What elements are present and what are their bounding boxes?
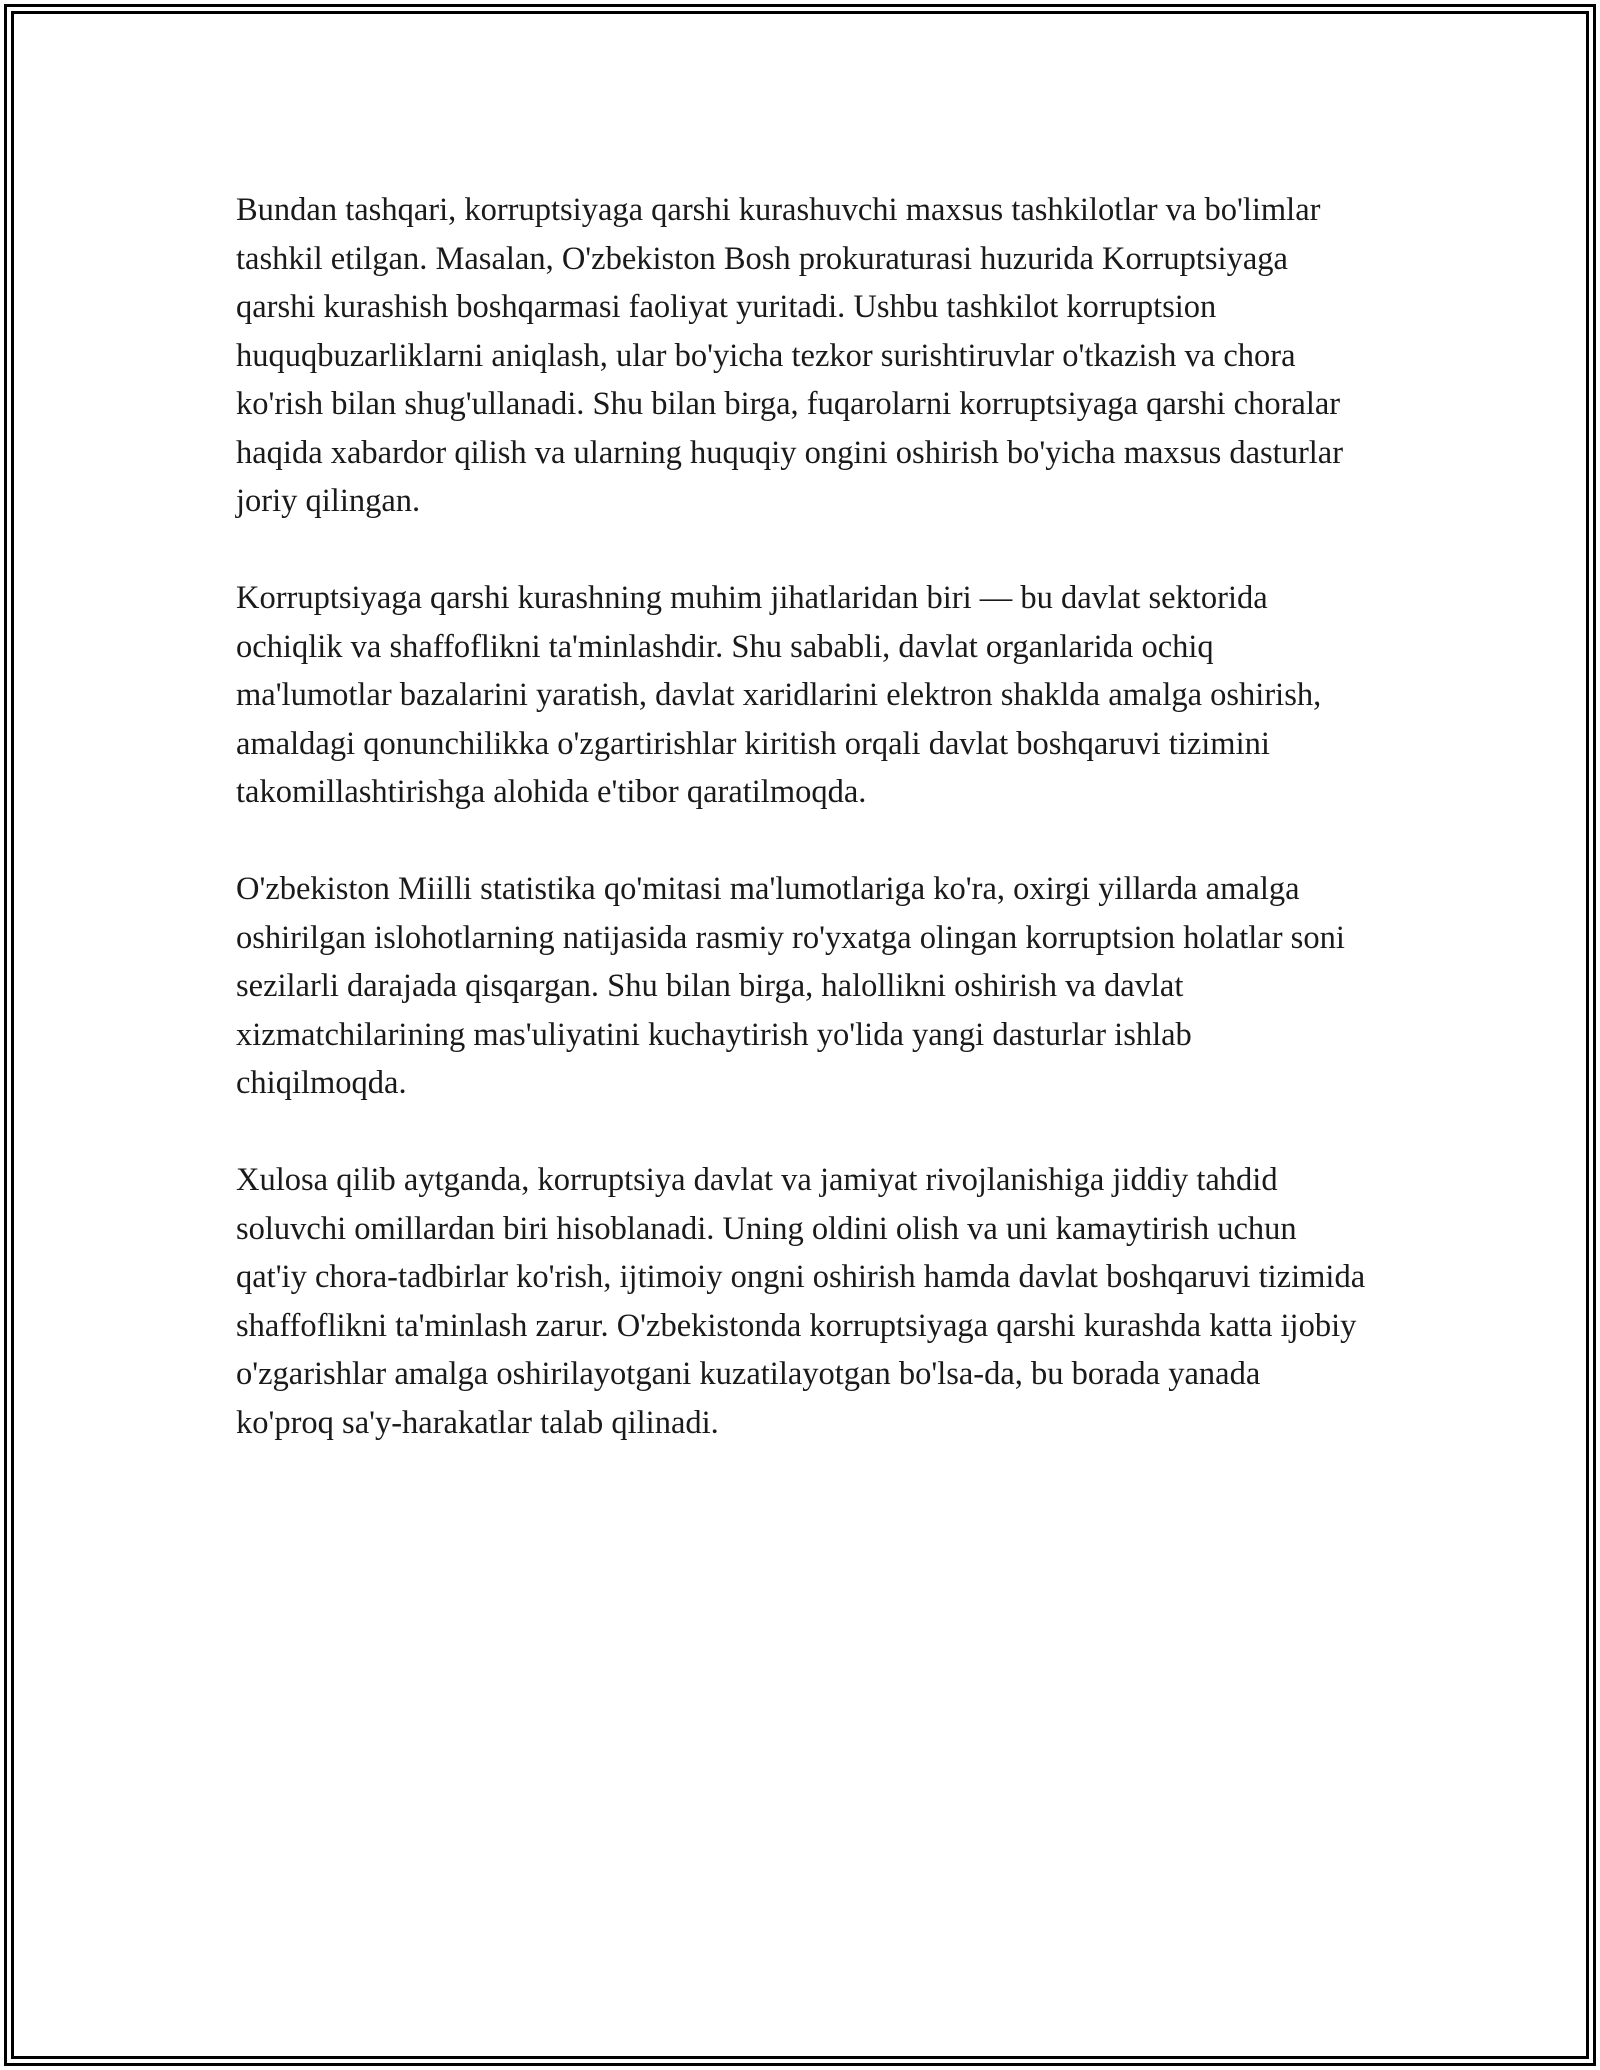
document-body bbox=[236, 186, 1366, 1496]
paragraph-3: O'zbekiston Miilli statistika qo'mitasi ma'lumotlariga ko'ra, oxirgi yillarda amalga oshirilgan islohotlarning natijasida rasmiy ro'yxatga olingan korruptsion holatlar soni sezilarli darajada qisqargan. Shu bilan birga, halollikni oshirish va davlat xizmatchilarining mas'uliyatini kuchaytirish yo'lida yangi dasturlar ishlab chiqilmoqda. bbox=[236, 871, 1345, 1101]
paragraph-2: Korruptsiyaga qarshi kurashning muhim jihatlaridan biri — bu davlat sektorida ochiqlik va shaffoflikni ta'minlashdir. Shu sababli, davlat organlarida ochiq ma'lumotlar bazalarini yaratish, davlat xaridlarini elektron shaklda amalga oshirish, amaldagi qonunchilikka o'zgartirishlar kiritish orqali davlat boshqaruvi tizimini takomillashtirishga alohida e'tibor qaratilmoqda. bbox=[236, 580, 1322, 810]
paragraph-1: Bundan tashqari, korruptsiyaga qarshi kurashuvchi maxsus tashkilotlar va bo'limlar tashkil etilgan. Masalan, O'zbekiston Bosh prokuraturasi huzurida Korruptsiyaga qarshi kurashish boshqarmasi faoliyat yuritadi. Ushbu tashkilot korruptsion huquqbuzarliklarni aniqlash, ular bo'yicha tezkor surishtiruvlar o'tkazish va chora ko'rish bilan shug'ullanadi. Shu bilan birga, fuqarolarni korruptsiyaga qarshi choralar haqida xabardor qilish va ularning huquqiy ongini oshirish bo'yicha maxsus dasturlar joriy qilingan. bbox=[236, 192, 1344, 519]
paragraph-4: Xulosa qilib aytganda, korruptsiya davlat va jamiyat rivojlanishiga jiddiy tahdid soluvchi omillardan biri hisoblanadi. Uning oldini olish va uni kamaytirish uchun qat'iy chora-tadbirlar ko'rish, ijtimoiy ongni oshirish hamda davlat boshqaruvi tizimida shaffoflikni ta'minlash zarur. O'zbekistonda korruptsiyaga qarshi kurashda katta ijobiy o'zgarishlar amalga oshirilayotgani kuzatilayotgan bo'lsa-da, bu borada yanada ko'proq sa'y-harakatlar talab qilinadi. bbox=[236, 1162, 1366, 1441]
